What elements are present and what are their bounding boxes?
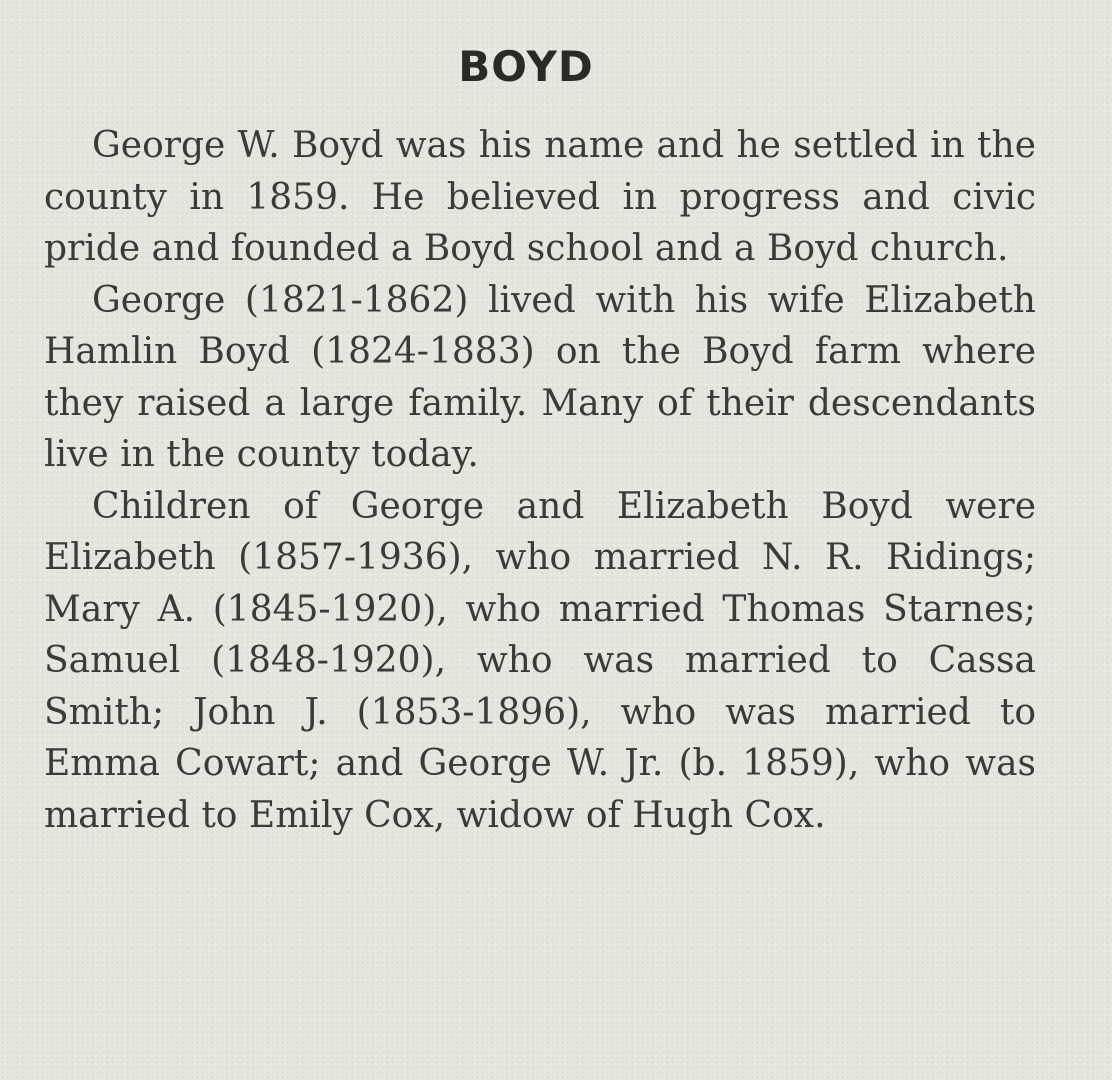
paragraph-settlement: George W. Boyd was his name and he settled in the county in 1859. He believed in progress and civic pride and founded a Boyd school and a Boyd church. [44,125,1036,269]
paragraph-children: Children of George and Elizabeth Boyd were Elizabeth (1857-1936), who married N. R. Ridings; Mary A. (1845-1920), who married Thomas Starnes; Samuel (1848-1920), who was married to Cassa Smith; John J. (1853-1896), who was married to Emma Cowart; and George W. Jr. (b. 1859), who was married to Emily Cox, widow of Hugh Cox. [44,485,1036,836]
article-body [44,120,1036,841]
article-heading: BOYD [458,42,594,91]
paragraph-family: George (1821-1862) lived with his wife Elizabeth Hamlin Boyd (1824-1883) on the Boyd farm where they raised a large family. Many of their descendants live in the county today. [44,279,1036,475]
